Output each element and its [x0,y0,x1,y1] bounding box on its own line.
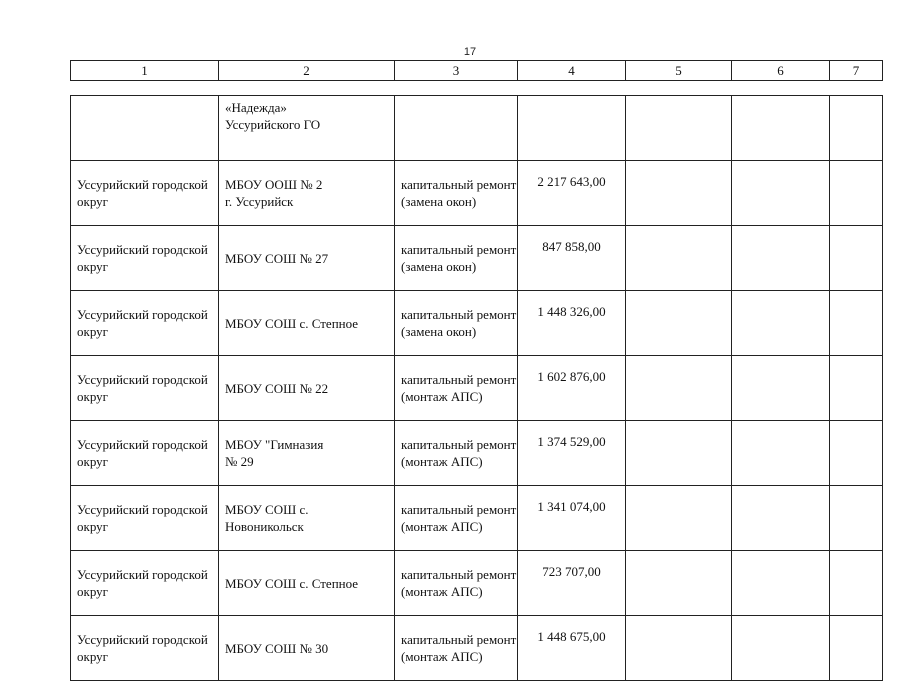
table-row [71,96,883,161]
empty-cell-7 [830,486,883,551]
school-cell [219,96,395,161]
amount-cell: 1 341 074,00 [518,486,626,551]
empty-cell-7 [830,161,883,226]
empty-cell-6 [732,291,830,356]
empty-cell-6 [732,161,830,226]
amount-cell [518,96,626,161]
school-cell [219,226,395,291]
header-col-5: 5 [626,61,732,81]
school-name: МБОУ СОШ с. Новоникольск [225,502,309,534]
empty-cell-5 [626,291,732,356]
header-col-1: 1 [71,61,219,81]
amount-cell: 2 217 643,00 [518,161,626,226]
district-cell: Уссурийский городской округ [71,421,219,486]
school-cell [219,616,395,681]
table-row [71,421,883,486]
empty-cell-6 [732,421,830,486]
school-cell [219,161,395,226]
school-name: МБОУ СОШ № 30 [225,640,329,656]
empty-cell-7 [830,551,883,616]
school-name: МБОУ СОШ № 27 [225,250,329,266]
district-cell: Уссурийский городской округ [71,356,219,421]
amount-cell: 1 448 326,00 [518,291,626,356]
funding-table [70,95,883,681]
work-cell: капитальный ремонт (монтаж АПС) [395,486,518,551]
header-row [71,61,883,81]
header-col-2: 2 [219,61,395,81]
school-name: МБОУ СОШ с. Степное [225,315,359,331]
work-cell: капитальный ремонт (замена окон) [395,291,518,356]
school-name: МБОУ ООШ № 2 г. Уссурийск [225,177,323,209]
district-cell: Уссурийский городской округ [71,551,219,616]
empty-cell-6 [732,486,830,551]
empty-cell-7 [830,356,883,421]
school-name: МБОУ "Гимназия № 29 [225,437,324,469]
empty-cell-5 [626,226,732,291]
work-cell: капитальный ремонт (монтаж АПС) [395,421,518,486]
amount-cell: 1 374 529,00 [518,421,626,486]
empty-cell-7 [830,616,883,681]
work-cell: капитальный ремонт (монтаж АПС) [395,551,518,616]
school-cell [219,486,395,551]
district-cell: Уссурийский городской округ [71,226,219,291]
work-cell: капитальный ремонт (замена окон) [395,161,518,226]
empty-cell-5 [626,486,732,551]
work-cell [395,96,518,161]
empty-cell-5 [626,616,732,681]
district-cell: Уссурийский городской округ [71,291,219,356]
empty-cell-5 [626,421,732,486]
page-number: 17 [463,46,477,58]
amount-cell: 1 602 876,00 [518,356,626,421]
school-cell [219,291,395,356]
empty-cell-7 [830,291,883,356]
amount-cell: 1 448 675,00 [518,616,626,681]
amount-cell: 847 858,00 [518,226,626,291]
table-row [71,616,883,681]
school-name: МБОУ СОШ № 22 [225,380,329,396]
table-row [71,226,883,291]
header-col-6: 6 [732,61,830,81]
school-cell [219,551,395,616]
header-col-3: 3 [395,61,518,81]
district-cell: Уссурийский городской округ [71,161,219,226]
amount-cell: 723 707,00 [518,551,626,616]
district-cell [71,96,219,161]
column-number-header [70,60,883,81]
district-cell: Уссурийский городской округ [71,486,219,551]
empty-cell-7 [830,421,883,486]
school-cell [219,421,395,486]
table-row [71,551,883,616]
empty-cell-5 [626,161,732,226]
school-cell [219,356,395,421]
work-cell: капитальный ремонт (монтаж АПС) [395,616,518,681]
empty-cell-7 [830,96,883,161]
empty-cell-6 [732,226,830,291]
header-col-4: 4 [518,61,626,81]
empty-cell-6 [732,356,830,421]
table-row [71,291,883,356]
header-col-7: 7 [830,61,883,81]
table-row [71,486,883,551]
empty-cell-6 [732,616,830,681]
empty-cell-5 [626,96,732,161]
empty-cell-5 [626,356,732,421]
empty-cell-6 [732,96,830,161]
empty-cell-7 [830,226,883,291]
work-cell: капитальный ремонт (монтаж АПС) [395,356,518,421]
empty-cell-6 [732,551,830,616]
table-row [71,356,883,421]
empty-cell-5 [626,551,732,616]
school-name: «Надежда» Уссурийского ГО [225,100,321,132]
work-cell: капитальный ремонт (замена окон) [395,226,518,291]
district-cell: Уссурийский городской округ [71,616,219,681]
table-row [71,161,883,226]
school-name: МБОУ СОШ с. Степное [225,575,359,591]
